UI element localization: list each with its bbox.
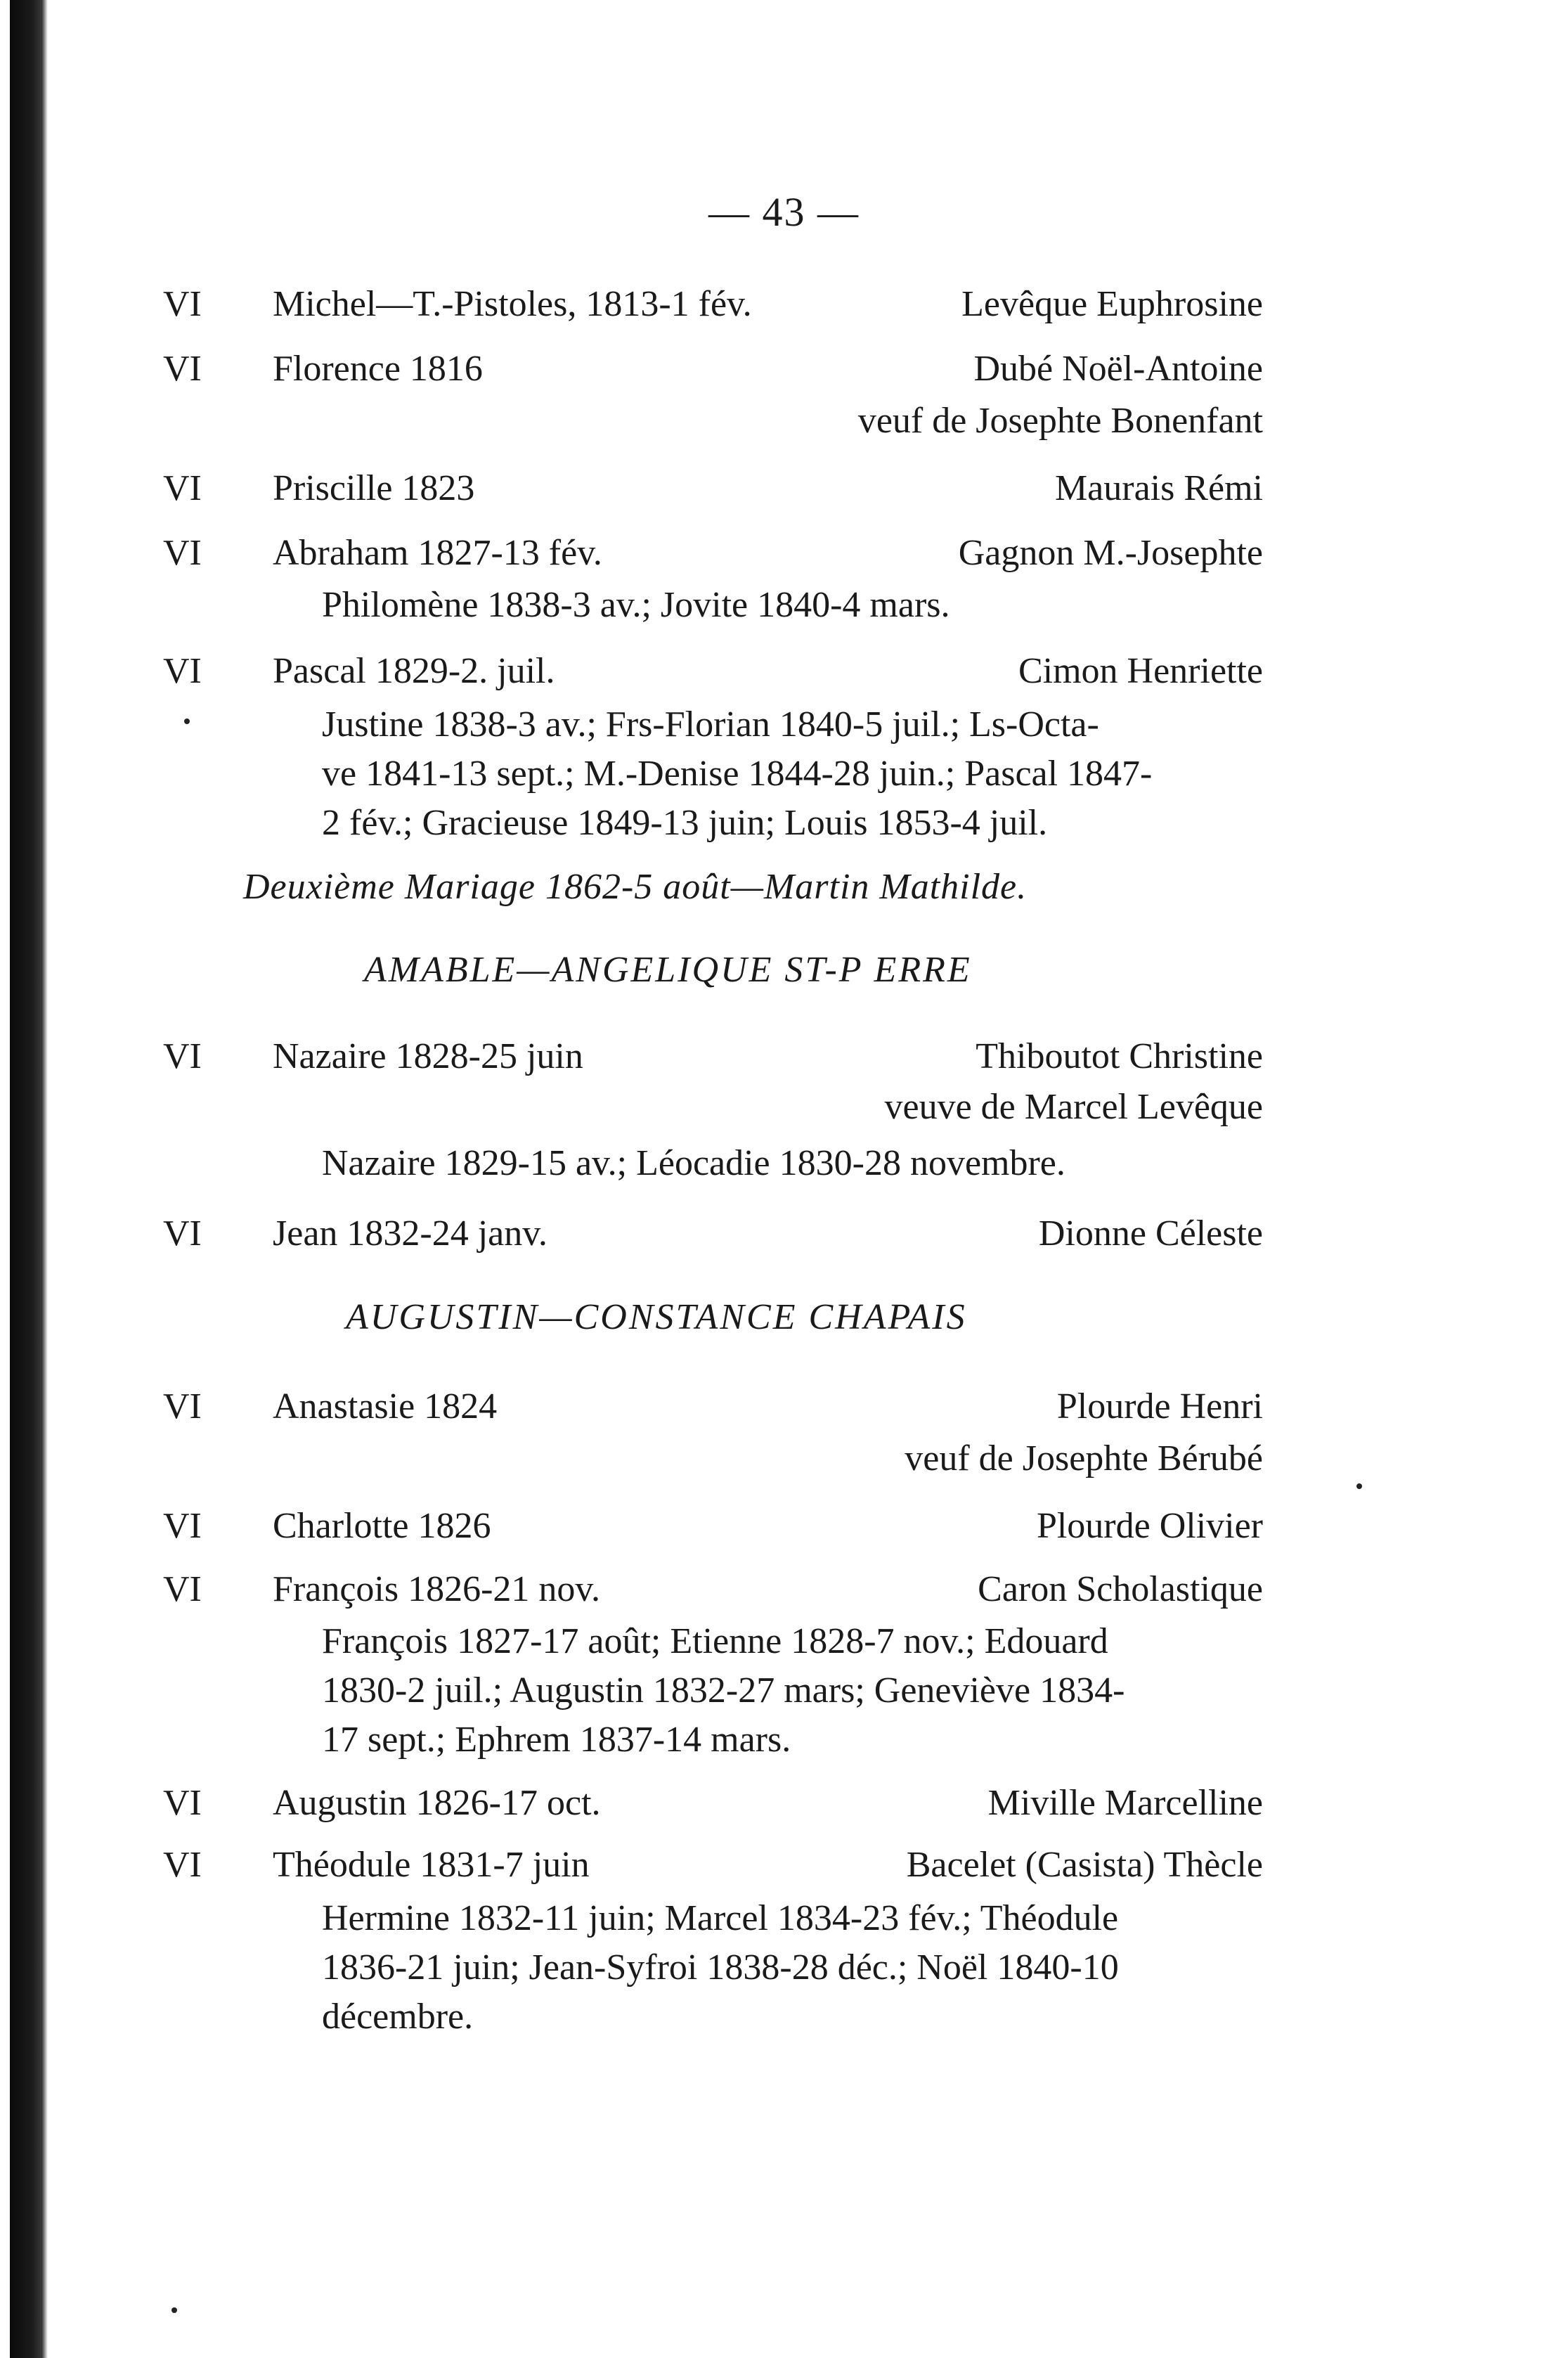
person-name: Jean 1832-24 janv. — [273, 1213, 547, 1254]
generation-label: VI — [163, 1845, 202, 1885]
person-name: Anastasie 1824 — [273, 1386, 498, 1426]
generation-label: VI — [163, 533, 202, 573]
entry-florence-note — [0, 397, 1568, 446]
person-name: Florence 1816 — [273, 349, 483, 389]
children-list: Hermine 1832-11 juin; Marcel 1834-23 fév.; Théodule — [322, 1898, 1119, 1938]
section-heading-augustin: AUGUSTIN—CONSTANCE CHAPAIS — [346, 1297, 967, 1337]
generation-label: VI — [163, 1783, 202, 1823]
spouse-note: veuf de Josephte Bérubé — [905, 1438, 1263, 1478]
generation-label: VI — [163, 1506, 202, 1546]
spouse-name: Dionne Céleste — [1038, 1213, 1263, 1254]
spouse-name: Maurais Rémi — [1054, 468, 1263, 508]
entry-jean — [0, 1209, 1568, 1258]
children-list: Nazaire 1829-15 av.; Léocadie 1830-28 novembre. — [322, 1143, 1065, 1183]
entry-anastasie — [0, 1382, 1568, 1431]
spouse-note: veuve de Marcel Levêque — [884, 1087, 1263, 1127]
spouse-name: Gagnon M.-Josephte — [958, 533, 1263, 573]
person-name: Charlotte 1826 — [273, 1506, 491, 1546]
spouse-name: Plourde Henri — [1056, 1386, 1263, 1426]
generation-label: VI — [163, 284, 202, 324]
generation-label: VI — [163, 1386, 202, 1426]
entry-pascal-children-3 — [0, 799, 1568, 848]
person-name: Nazaire 1828-25 juin — [273, 1036, 583, 1076]
generation-label: VI — [163, 651, 202, 691]
entry-nazaire-note — [0, 1083, 1568, 1132]
section-heading-amable: AMABLE—ANGELIQUE ST-P ERRE — [364, 950, 972, 990]
entry-charlotte — [0, 1502, 1568, 1551]
person-name: Augustin 1826-17 oct. — [273, 1783, 601, 1823]
children-list: 1836-21 juin; Jean-Syfroi 1838-28 déc.; Noël 1840-10 — [322, 1947, 1119, 1987]
entry-augustin — [0, 1779, 1568, 1828]
generation-label: VI — [163, 349, 202, 389]
person-name: Pascal 1829-2. juil. — [273, 651, 555, 691]
spouse-name: Plourde Olivier — [1036, 1506, 1263, 1546]
entry-francois-children-1 — [0, 1617, 1568, 1666]
entry-abraham-children — [0, 581, 1568, 630]
spouse-name: Dubé Noël-Antoine — [973, 349, 1263, 389]
children-list: décembre. — [322, 1997, 474, 2037]
entry-francois — [0, 1565, 1568, 1614]
entry-pascal — [0, 647, 1568, 696]
person-name: Michel—T.-Pistoles, 1813-1 fév. — [273, 284, 752, 324]
generation-label: VI — [163, 1036, 202, 1076]
children-list: ve 1841-13 sept.; M.-Denise 1844-28 juin.; Pascal 1847- — [322, 754, 1153, 794]
second-marriage-note: Deuxième Mariage 1862-5 août—Martin Mathilde. — [243, 867, 1028, 907]
entry-nazaire-children — [0, 1139, 1568, 1188]
children-list: 17 sept.; Ephrem 1837-14 mars. — [322, 1720, 791, 1760]
person-name: Abraham 1827-13 fév. — [273, 533, 602, 573]
entry-theodule-children-3 — [0, 1992, 1568, 2042]
entry-theodule-children-1 — [0, 1894, 1568, 1943]
spouse-note: veuf de Josephte Bonenfant — [857, 401, 1263, 441]
entry-francois-children-2 — [0, 1666, 1568, 1715]
generation-label: VI — [163, 468, 202, 508]
children-list: 2 fév.; Gracieuse 1849-13 juin; Louis 1853-4 juil. — [322, 803, 1048, 843]
entry-priscille — [0, 464, 1568, 513]
print-speck — [171, 2307, 177, 2313]
entry-michel — [0, 280, 1568, 329]
generation-label: VI — [163, 1213, 202, 1254]
person-name: Priscille 1823 — [273, 468, 475, 508]
entry-theodule — [0, 1841, 1568, 1890]
children-list: Justine 1838-3 av.; Frs-Florian 1840-5 juil.; Ls-Octa- — [322, 704, 1099, 745]
spouse-name: Caron Scholastique — [978, 1569, 1263, 1609]
children-list: François 1827-17 août; Etienne 1828-7 nov.; Edouard — [322, 1621, 1108, 1661]
person-name: François 1826-21 nov. — [273, 1569, 601, 1609]
children-list: Philomène 1838-3 av.; Jovite 1840-4 mars. — [322, 585, 950, 625]
entry-anastasie-note — [0, 1434, 1568, 1483]
entry-nazaire — [0, 1032, 1568, 1081]
entry-florence — [0, 344, 1568, 394]
entry-pascal-children-2 — [0, 749, 1568, 799]
spouse-name: Thiboutot Christine — [976, 1036, 1263, 1076]
page-number: — 43 — — [708, 189, 860, 235]
print-speck — [1356, 1483, 1362, 1489]
spouse-name: Miville Marcelline — [987, 1783, 1263, 1823]
generation-label: VI — [163, 1569, 202, 1609]
print-speck — [184, 719, 190, 724]
entry-theodule-children-2 — [0, 1943, 1568, 1992]
entry-pascal-children-1 — [0, 700, 1568, 749]
spouse-name: Cimon Henriette — [1018, 651, 1263, 691]
spouse-name: Bacelet (Casista) Thècle — [906, 1845, 1263, 1885]
entry-francois-children-3 — [0, 1715, 1568, 1765]
children-list: 1830-2 juil.; Augustin 1832-27 mars; Geneviève 1834- — [322, 1670, 1125, 1710]
entry-abraham — [0, 529, 1568, 578]
spouse-name: Levêque Euphrosine — [961, 284, 1263, 324]
person-name: Théodule 1831-7 juin — [273, 1845, 590, 1885]
